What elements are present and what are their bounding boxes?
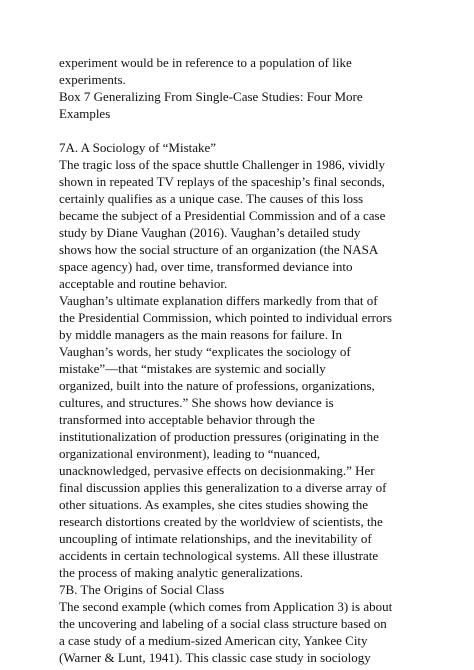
text-line: uncoupling of intimate relationships, and the inevitability of: [59, 531, 372, 546]
text-line: a case study of a medium-sized American city, Yankee City: [59, 633, 368, 648]
text-line: space agency) had, over time, transformed deviance into: [59, 259, 353, 274]
text-line: shows how the social structure of an organization (the NASA: [59, 242, 379, 257]
text-line: unacknowledged, pervasive effects on decisionmaking.” Her: [59, 463, 375, 478]
text-line: the uncovering and labeling of a social class structure based on: [59, 616, 387, 631]
text-line: acceptable and routine behavior.: [59, 276, 228, 291]
box-heading: Box 7 Generalizing From Single-Case Studies: Four More: [59, 89, 363, 104]
text-line: accidents in certain technological systems. All these illustrate: [59, 548, 379, 563]
text-line: other situations. As examples, she cites studies showing the: [59, 497, 369, 512]
text-line: organized, built into the nature of professions, organizations,: [59, 378, 375, 393]
text-line: The tragic loss of the space shuttle Challenger in 1986, vividly: [59, 157, 386, 172]
text-line: Vaughan’s words, her study “explicates the sociology of: [59, 344, 351, 359]
text-line: Vaughan’s ultimate explanation differs markedly from that of: [59, 293, 378, 308]
text-line: final discussion applies this generalization to a diverse array of: [59, 480, 387, 495]
text-line: experiments.: [59, 72, 126, 87]
text-line: by middle managers as the main reasons for failure. In: [59, 327, 343, 342]
text-line: The second example (which comes from Application 3) is about: [59, 599, 393, 614]
blank-line: [59, 122, 469, 139]
section-heading: 7A. A Sociology of “Mistake”: [59, 140, 217, 155]
text-line: certainly qualifies as a unique case. The causes of this loss: [59, 191, 364, 206]
text-line: study by Diane Vaughan (2016). Vaughan’s detailed study: [59, 225, 361, 240]
text-line: became the subject of a Presidential Commission and of a case: [59, 208, 386, 223]
text-line: the process of making analytic generalizations.: [59, 565, 304, 580]
text-line: (Warner & Lunt, 1941). This classic case study in sociology: [59, 650, 371, 665]
text-line: cultures, and structures.” She shows how deviance is: [59, 395, 334, 410]
box-heading: Examples: [59, 106, 111, 121]
text-line: mistake”—that “mistakes are systemic and socially: [59, 361, 326, 376]
text-line: organizational environment), leading to “nuanced,: [59, 446, 321, 461]
body-text: [59, 54, 469, 666]
text-line: institutionalization of production pressures (originating in the: [59, 429, 379, 444]
section-heading: 7B. The Origins of Social Class: [59, 582, 225, 597]
text-line: the Presidential Commission, which pointed to individual errors: [59, 310, 392, 325]
text-line: transformed into acceptable behavior through the: [59, 412, 315, 427]
text-line: experiment would be in reference to a population of like: [59, 55, 352, 70]
text-line: shown in repeated TV replays of the spaceship’s final seconds,: [59, 174, 385, 189]
text-line: research distortions created by the worldview of scientists, the: [59, 514, 383, 529]
